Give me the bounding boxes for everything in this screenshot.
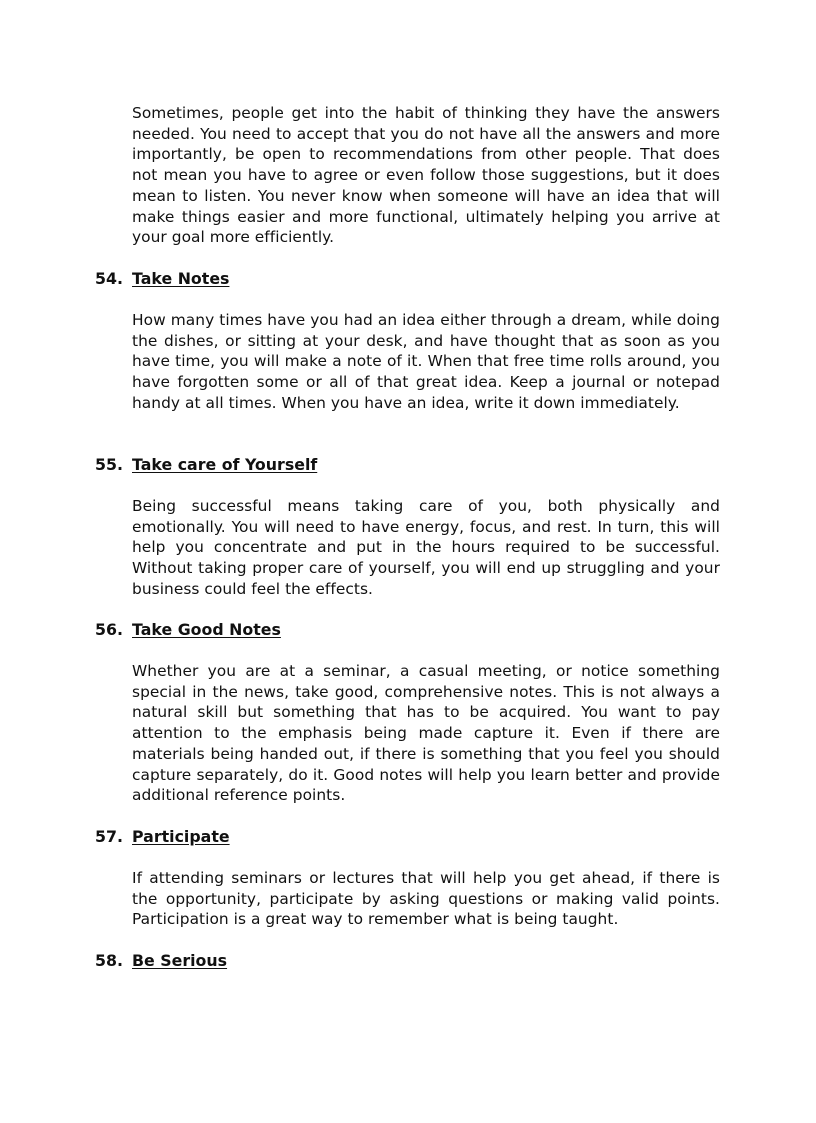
intro-paragraph: Sometimes, people get into the habit of thinking they have the answers needed. You need to accept that you do not have all the answers and more importantly, be open to recommendations from other people. That does not mean you have to agree or even follow those suggestions, but it does mean to listen. You never know when someone will have an idea that will make things easier and more functional, ultimately helping you arrive at your goal more efficiently. xyxy=(132,104,720,247)
section-body-57: If attending seminars or lectures that will help you get ahead, if there is the opportunity, participate by asking questions or making valid points. Participation is a great way to remember what is being taught. xyxy=(132,869,720,929)
section-number: 57. xyxy=(95,827,123,846)
section-body-56: Whether you are at a seminar, a casual meeting, or notice something special in the news, take good, comprehensive notes. This is not always a natural skill but something that has to be acquired. You want to pay attention to the emphasis being made capture it. Even if there are materials being handed out, if there is something that you feel you should capture separately, do it. Good notes will help you learn better and provide additional reference points. xyxy=(132,662,720,805)
section-number: 56. xyxy=(95,620,123,639)
section-title: Take Good Notes xyxy=(132,620,281,639)
section-body-55: Being successful means taking care of you, both physically and emotionally. You will need to have energy, focus, and rest. In turn, this will help you concentrate and put in the hours required to be successful. Without taking proper care of yourself, you will end up struggling and your business could feel the effects. xyxy=(132,497,720,598)
section-heading-57 xyxy=(95,827,230,847)
section-heading-58 xyxy=(95,951,227,971)
section-title: Participate xyxy=(132,827,230,846)
section-body-54: How many times have you had an idea either through a dream, while doing the dishes, or sitting at your desk, and have thought that as soon as you have time, you will make a note of it. When that free time rolls around, you have forgotten some or all of that great idea. Keep a journal or notepad handy at all times. When you have an idea, write it down immediately. xyxy=(132,311,720,412)
section-heading-54 xyxy=(95,269,229,289)
section-title: Take care of Yourself xyxy=(132,455,318,474)
section-number: 58. xyxy=(95,951,123,970)
section-number: 55. xyxy=(95,455,123,474)
section-title: Take Notes xyxy=(132,269,230,288)
section-number: 54. xyxy=(95,269,123,288)
section-title: Be Serious xyxy=(132,951,228,970)
section-heading-56 xyxy=(95,620,281,640)
section-heading-55 xyxy=(95,455,317,475)
